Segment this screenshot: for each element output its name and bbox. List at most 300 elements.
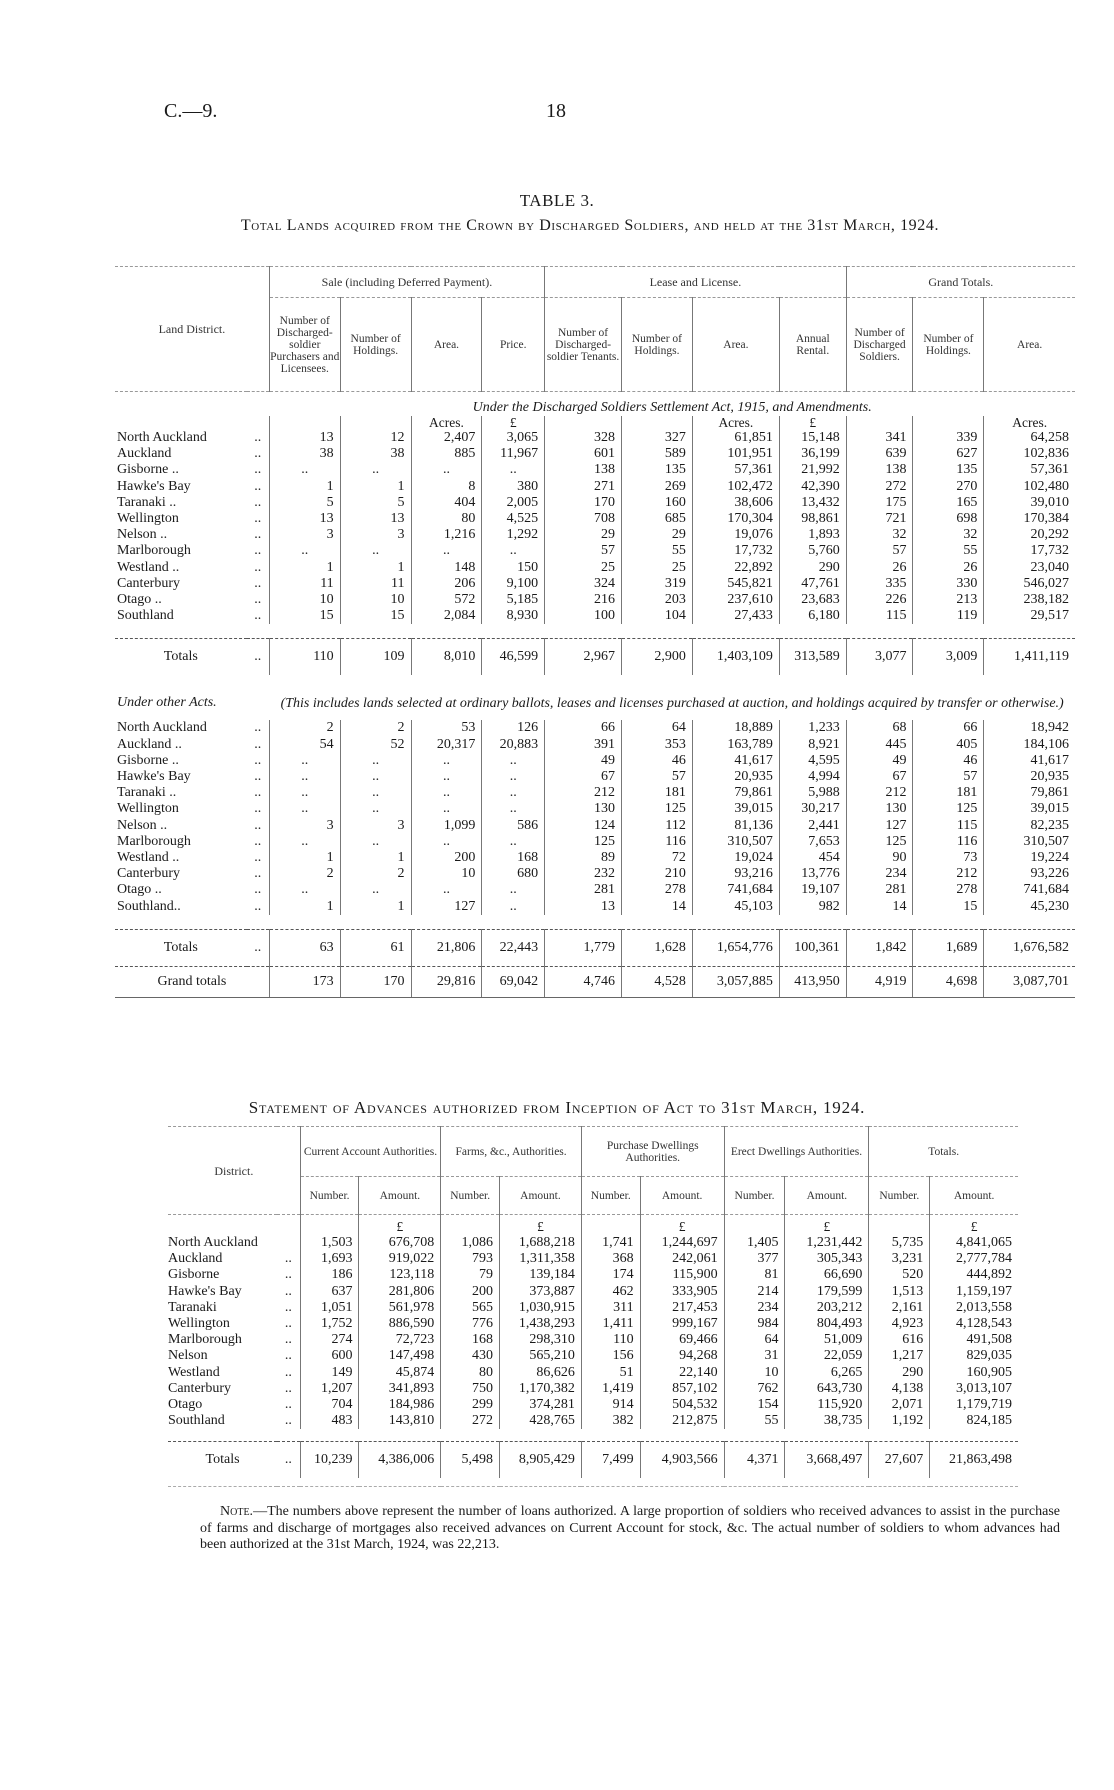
unit-label: £ bbox=[785, 1215, 869, 1236]
spacer-row bbox=[115, 915, 1075, 930]
value-cell: 546,027 bbox=[984, 576, 1075, 592]
value-cell: 2,161 bbox=[869, 1300, 930, 1316]
value-cell: 135 bbox=[622, 462, 693, 478]
value-cell: 680 bbox=[482, 866, 545, 882]
value-cell: 1,292 bbox=[482, 527, 545, 543]
value-cell: .. bbox=[482, 899, 545, 915]
value-cell: 90 bbox=[846, 850, 913, 866]
value-cell: 49 bbox=[545, 753, 622, 769]
value-cell: 4,525 bbox=[482, 511, 545, 527]
value-cell: 115 bbox=[913, 818, 984, 834]
value-cell: 149 bbox=[300, 1365, 359, 1381]
spacer bbox=[441, 1215, 500, 1236]
leader-dots: .. bbox=[254, 608, 262, 624]
total-value: 61 bbox=[340, 929, 411, 966]
value-cell: 98,861 bbox=[779, 511, 846, 527]
table-row bbox=[115, 576, 1075, 592]
total-value: 29,816 bbox=[411, 966, 482, 997]
value-cell: 373,887 bbox=[500, 1284, 582, 1300]
district-name: Gisborne .. bbox=[117, 752, 179, 768]
value-cell: 42,390 bbox=[779, 479, 846, 495]
value-cell: 886,590 bbox=[359, 1316, 441, 1332]
value-cell: 914 bbox=[581, 1397, 640, 1413]
value-cell: 1,159,197 bbox=[930, 1284, 1018, 1300]
value-cell: 115,920 bbox=[785, 1397, 869, 1413]
value-cell: 1,231,442 bbox=[785, 1235, 869, 1251]
value-cell: 368 bbox=[581, 1251, 640, 1267]
column-header: Number of Holdings. bbox=[913, 298, 984, 392]
total-value: 3,668,497 bbox=[785, 1441, 869, 1478]
value-cell: 374,281 bbox=[500, 1397, 582, 1413]
value-cell: .. bbox=[269, 882, 340, 898]
value-cell: 919,022 bbox=[359, 1251, 441, 1267]
value-cell: 154 bbox=[724, 1397, 785, 1413]
value-cell: 15 bbox=[269, 608, 340, 624]
value-cell: 20,935 bbox=[984, 769, 1075, 785]
value-cell: 212 bbox=[913, 866, 984, 882]
value-cell: .. bbox=[482, 769, 545, 785]
value-cell: 38,606 bbox=[692, 495, 779, 511]
leader-dots: .. bbox=[254, 462, 262, 478]
value-cell: 125 bbox=[622, 801, 693, 817]
totals-label: Totals bbox=[115, 639, 247, 676]
footnote-label: Note. bbox=[220, 1504, 254, 1519]
value-cell: 238,182 bbox=[984, 592, 1075, 608]
unit-label bbox=[269, 416, 340, 430]
value-cell: 1 bbox=[340, 899, 411, 915]
value-cell: 2,777,784 bbox=[930, 1251, 1018, 1267]
leader-dots: .. bbox=[254, 866, 262, 882]
value-cell: 377 bbox=[724, 1251, 785, 1267]
value-cell: .. bbox=[411, 834, 482, 850]
value-cell: 290 bbox=[779, 560, 846, 576]
value-cell: 36,199 bbox=[779, 446, 846, 462]
spacer-row bbox=[168, 1429, 1018, 1441]
value-cell: 270 bbox=[913, 479, 984, 495]
number-header: Number. bbox=[581, 1177, 640, 1215]
value-cell: 116 bbox=[622, 834, 693, 850]
value-cell: .. bbox=[340, 543, 411, 559]
column-header-land-district: Land District. bbox=[115, 267, 269, 392]
amount-header: Amount. bbox=[640, 1177, 724, 1215]
value-cell: .. bbox=[482, 462, 545, 478]
value-cell: 8 bbox=[411, 479, 482, 495]
total-value: 7,499 bbox=[581, 1441, 640, 1478]
value-cell: 999,167 bbox=[640, 1316, 724, 1332]
table-row bbox=[115, 818, 1075, 834]
value-cell: 15 bbox=[913, 899, 984, 915]
value-cell: 13,432 bbox=[779, 495, 846, 511]
page-number: 18 bbox=[546, 100, 566, 122]
value-cell: 2,013,558 bbox=[930, 1300, 1018, 1316]
value-cell: 750 bbox=[441, 1381, 500, 1397]
district-name: Auckland bbox=[168, 1251, 223, 1267]
table-row bbox=[168, 1300, 1018, 1316]
table3-title: TABLE 3. bbox=[519, 191, 595, 210]
leader-dots: .. bbox=[284, 1299, 292, 1315]
value-cell: 186 bbox=[300, 1267, 359, 1283]
value-cell: 101,951 bbox=[692, 446, 779, 462]
district-name: Marlborough bbox=[168, 1332, 242, 1348]
value-cell: 30,217 bbox=[779, 801, 846, 817]
value-cell: 984 bbox=[724, 1316, 785, 1332]
spacer bbox=[724, 1215, 785, 1236]
leader-dots: .. bbox=[254, 769, 262, 785]
district-name: Auckland .. bbox=[117, 736, 182, 752]
unit-label: £ bbox=[930, 1215, 1018, 1236]
value-cell: 13 bbox=[340, 511, 411, 527]
value-cell: 627 bbox=[913, 446, 984, 462]
value-cell: 405 bbox=[913, 737, 984, 753]
value-cell: 4,841,065 bbox=[930, 1235, 1018, 1251]
value-cell: 79,861 bbox=[984, 785, 1075, 801]
leader-dots: .. bbox=[284, 1397, 292, 1413]
value-cell: 704 bbox=[300, 1397, 359, 1413]
total-value: 10,239 bbox=[300, 1441, 359, 1478]
totals-label: Totals bbox=[168, 1441, 277, 1478]
value-cell: 281 bbox=[846, 882, 913, 898]
value-cell: 1 bbox=[269, 850, 340, 866]
table-row bbox=[115, 785, 1075, 801]
value-cell: 341 bbox=[846, 430, 913, 446]
total-value: 2,900 bbox=[622, 639, 693, 676]
value-cell: 13,776 bbox=[779, 866, 846, 882]
value-cell: 15 bbox=[340, 608, 411, 624]
units-row bbox=[168, 1215, 1018, 1236]
value-cell: 25 bbox=[622, 560, 693, 576]
value-cell: 762 bbox=[724, 1381, 785, 1397]
value-cell: 22,892 bbox=[692, 560, 779, 576]
column-header: Number of Discharged Soldiers. bbox=[846, 298, 913, 392]
column-header: Annual Rental. bbox=[779, 298, 846, 392]
value-cell: 857,102 bbox=[640, 1381, 724, 1397]
total-value: 46,599 bbox=[482, 639, 545, 676]
district-name: Marlborough bbox=[117, 543, 191, 559]
total-value: 1,654,776 bbox=[692, 929, 779, 966]
total-value: 4,919 bbox=[846, 966, 913, 997]
value-cell: 1,207 bbox=[300, 1381, 359, 1397]
value-cell: 19,224 bbox=[984, 850, 1075, 866]
table-row bbox=[115, 446, 1075, 462]
value-cell: 45,874 bbox=[359, 1365, 441, 1381]
value-cell: 203 bbox=[622, 592, 693, 608]
footnote-text: —The numbers above represent the number of loans authorized. A large proportion of soldiers who received advances to assist in the purchase of farms and discharge of mortgages also received advances on Current Account for stock, &c. The actual number of soldiers to whom advances had been authorized at the 31st March, 1924, was 22,213. bbox=[200, 1504, 1060, 1552]
value-cell: 1 bbox=[269, 560, 340, 576]
total-value: 1,628 bbox=[622, 929, 693, 966]
value-cell: 69,466 bbox=[640, 1332, 724, 1348]
district-name: Otago .. bbox=[117, 592, 162, 608]
value-cell: 3,013,107 bbox=[930, 1381, 1018, 1397]
value-cell: 213 bbox=[913, 592, 984, 608]
document-reference: C.—9. bbox=[164, 100, 218, 122]
total-value: 69,042 bbox=[482, 966, 545, 997]
value-cell: 102,472 bbox=[692, 479, 779, 495]
value-cell: 1 bbox=[340, 479, 411, 495]
value-cell: 299 bbox=[441, 1397, 500, 1413]
value-cell: 13 bbox=[269, 430, 340, 446]
value-cell: 1,233 bbox=[779, 720, 846, 736]
district-name: Hawke's Bay bbox=[117, 478, 191, 494]
total-value: 3,077 bbox=[846, 639, 913, 676]
value-cell: 212 bbox=[545, 785, 622, 801]
value-cell: 5,735 bbox=[869, 1235, 930, 1251]
table-row bbox=[168, 1284, 1018, 1300]
leader-dots: .. bbox=[284, 1267, 292, 1283]
table-row bbox=[115, 560, 1075, 576]
value-cell: 104 bbox=[622, 608, 693, 624]
value-cell: 112 bbox=[622, 818, 693, 834]
value-cell: 21,992 bbox=[779, 462, 846, 478]
value-cell: 165 bbox=[913, 495, 984, 511]
section-note: (This includes lands selected at ordinary ballots, leases and licenses purchased at auction, and holdings acquired by transfer or otherwise.) bbox=[280, 696, 1064, 712]
value-cell: 116 bbox=[913, 834, 984, 850]
column-header: Number of Discharged-soldier Purchasers and Licensees. bbox=[269, 298, 340, 392]
value-cell: 11 bbox=[340, 576, 411, 592]
column-header: Number of Holdings. bbox=[340, 298, 411, 392]
district-name: Marlborough bbox=[117, 833, 191, 849]
value-cell: .. bbox=[482, 882, 545, 898]
amount-header: Amount. bbox=[785, 1177, 869, 1215]
value-cell: 319 bbox=[622, 576, 693, 592]
unit-label bbox=[846, 416, 913, 430]
value-cell: 333,905 bbox=[640, 1284, 724, 1300]
table-row bbox=[115, 720, 1075, 736]
total-value: 1,403,109 bbox=[692, 639, 779, 676]
value-cell: 10 bbox=[340, 592, 411, 608]
value-cell: 1 bbox=[269, 479, 340, 495]
value-cell: 160 bbox=[622, 495, 693, 511]
value-cell: 57 bbox=[545, 543, 622, 559]
district-name: North Auckland bbox=[117, 430, 207, 445]
value-cell: 272 bbox=[441, 1413, 500, 1429]
district-name: Nelson .. bbox=[117, 817, 168, 833]
unit-label: £ bbox=[640, 1215, 724, 1236]
table-row bbox=[115, 430, 1075, 446]
value-cell: 445 bbox=[846, 737, 913, 753]
table-row bbox=[168, 1332, 1018, 1348]
units-row bbox=[115, 416, 1075, 430]
total-value: 4,746 bbox=[545, 966, 622, 997]
value-cell: 4,128,543 bbox=[930, 1316, 1018, 1332]
total-value: 109 bbox=[340, 639, 411, 676]
value-cell: .. bbox=[340, 462, 411, 478]
value-cell: 1,099 bbox=[411, 818, 482, 834]
value-cell: 1,741 bbox=[581, 1235, 640, 1251]
group-header-sale: Sale (including Deferred Payment). bbox=[269, 267, 544, 298]
number-header: Number. bbox=[300, 1177, 359, 1215]
district-name: Auckland bbox=[117, 446, 172, 462]
value-cell: 234 bbox=[724, 1300, 785, 1316]
unit-label: £ bbox=[359, 1215, 441, 1236]
table-row bbox=[115, 899, 1075, 915]
value-cell: 20,292 bbox=[984, 527, 1075, 543]
total-value: 1,689 bbox=[913, 929, 984, 966]
leader-dots: .. bbox=[254, 817, 262, 833]
group-header: Purchase Dwellings Authorities. bbox=[581, 1127, 724, 1177]
value-cell: 156 bbox=[581, 1348, 640, 1364]
value-cell: 1,244,697 bbox=[640, 1235, 724, 1251]
amount-header: Amount. bbox=[930, 1177, 1018, 1215]
value-cell: 170,384 bbox=[984, 511, 1075, 527]
total-value: 4,528 bbox=[622, 966, 693, 997]
value-cell: 8,921 bbox=[779, 737, 846, 753]
value-cell: 3 bbox=[340, 818, 411, 834]
value-cell: 353 bbox=[622, 737, 693, 753]
column-header: Area. bbox=[692, 298, 779, 392]
value-cell: 179,599 bbox=[785, 1284, 869, 1300]
total-value: 2,967 bbox=[545, 639, 622, 676]
value-cell: 1,688,218 bbox=[500, 1235, 582, 1251]
unit-label: £ bbox=[500, 1215, 582, 1236]
value-cell: 310,507 bbox=[692, 834, 779, 850]
column-header: Area. bbox=[984, 298, 1075, 392]
value-cell: 127 bbox=[846, 818, 913, 834]
value-cell: 545,821 bbox=[692, 576, 779, 592]
value-cell: .. bbox=[482, 801, 545, 817]
value-cell: 46 bbox=[913, 753, 984, 769]
district-name: Southland bbox=[168, 1413, 225, 1429]
spacer bbox=[115, 624, 1075, 639]
unit-label: Acres. bbox=[984, 416, 1075, 430]
value-cell: 589 bbox=[622, 446, 693, 462]
value-cell: 504,532 bbox=[640, 1397, 724, 1413]
value-cell: 55 bbox=[724, 1413, 785, 1429]
total-value: 4,386,006 bbox=[359, 1441, 441, 1478]
value-cell: 1,752 bbox=[300, 1316, 359, 1332]
value-cell: 5,760 bbox=[779, 543, 846, 559]
total-value: 63 bbox=[269, 929, 340, 966]
value-cell: 1 bbox=[340, 560, 411, 576]
number-header: Number. bbox=[869, 1177, 930, 1215]
value-cell: 462 bbox=[581, 1284, 640, 1300]
spacer bbox=[115, 392, 269, 417]
value-cell: 404 bbox=[411, 495, 482, 511]
value-cell: 776 bbox=[441, 1316, 500, 1332]
value-cell: 8,930 bbox=[482, 608, 545, 624]
value-cell: 339 bbox=[913, 430, 984, 446]
table-row bbox=[115, 834, 1075, 850]
value-cell: 93,216 bbox=[692, 866, 779, 882]
table-row bbox=[115, 801, 1075, 817]
totals-label: Totals bbox=[115, 929, 247, 966]
district-name: Nelson bbox=[168, 1348, 208, 1364]
leader-dots: .. bbox=[284, 1283, 292, 1299]
value-cell: 565 bbox=[441, 1300, 500, 1316]
leader-dots: .. bbox=[284, 1251, 292, 1267]
table3-land-acquisitions bbox=[115, 266, 1075, 998]
value-cell: 1,179,719 bbox=[930, 1397, 1018, 1413]
value-cell: 100 bbox=[545, 608, 622, 624]
value-cell: 14 bbox=[622, 899, 693, 915]
total-value: 1,842 bbox=[846, 929, 913, 966]
value-cell: 31 bbox=[724, 1348, 785, 1364]
spacer bbox=[869, 1215, 930, 1236]
value-cell: 168 bbox=[482, 850, 545, 866]
value-cell: 232 bbox=[545, 866, 622, 882]
value-cell: 41,617 bbox=[692, 753, 779, 769]
unit-label: Acres. bbox=[692, 416, 779, 430]
value-cell: 80 bbox=[411, 511, 482, 527]
value-cell: 163,789 bbox=[692, 737, 779, 753]
value-cell: 382 bbox=[581, 1413, 640, 1429]
value-cell: 45,230 bbox=[984, 899, 1075, 915]
value-cell: 49 bbox=[846, 753, 913, 769]
district-name: Gisborne .. bbox=[117, 462, 179, 478]
value-cell: .. bbox=[340, 834, 411, 850]
group-header: Totals. bbox=[869, 1127, 1018, 1177]
value-cell: 181 bbox=[913, 785, 984, 801]
value-cell: 67 bbox=[846, 769, 913, 785]
value-cell: 39,015 bbox=[692, 801, 779, 817]
value-cell: .. bbox=[340, 753, 411, 769]
leader-dots: .. bbox=[284, 1380, 292, 1396]
total-value: 313,589 bbox=[779, 639, 846, 676]
value-cell: 139,184 bbox=[500, 1267, 582, 1283]
section-heading-row bbox=[115, 392, 1075, 417]
value-cell: 19,076 bbox=[692, 527, 779, 543]
value-cell: .. bbox=[411, 769, 482, 785]
value-cell: 1 bbox=[269, 899, 340, 915]
total-value: 3,009 bbox=[913, 639, 984, 676]
value-cell: 130 bbox=[545, 801, 622, 817]
value-cell: .. bbox=[269, 769, 340, 785]
advances-title: Statement of Advances authorized from Inception of Act to 31st March, 1924. bbox=[248, 1098, 866, 1117]
value-cell: 124 bbox=[545, 818, 622, 834]
value-cell: 13 bbox=[269, 511, 340, 527]
value-cell: 271 bbox=[545, 479, 622, 495]
value-cell: 310,507 bbox=[984, 834, 1075, 850]
value-cell: 39,010 bbox=[984, 495, 1075, 511]
value-cell: 11,967 bbox=[482, 446, 545, 462]
district-name: Taranaki .. bbox=[117, 494, 177, 510]
total-value: 100,361 bbox=[779, 929, 846, 966]
value-cell: .. bbox=[482, 543, 545, 559]
value-cell: 170 bbox=[545, 495, 622, 511]
table-row bbox=[115, 479, 1075, 495]
section-heading: Under the Discharged Soldiers Settlement Act, 1915, and Amendments. bbox=[472, 399, 872, 415]
value-cell: .. bbox=[340, 785, 411, 801]
value-cell: 1,438,293 bbox=[500, 1316, 582, 1332]
leader-dots bbox=[277, 1235, 300, 1251]
district-name: Westland .. bbox=[117, 850, 180, 866]
value-cell: 38 bbox=[269, 446, 340, 462]
value-cell: 25 bbox=[545, 560, 622, 576]
leader-dots: .. bbox=[247, 639, 270, 676]
value-cell: .. bbox=[482, 834, 545, 850]
table-row bbox=[115, 462, 1075, 478]
value-cell: 12 bbox=[340, 430, 411, 446]
value-cell: 126 bbox=[482, 720, 545, 736]
value-cell: 22,059 bbox=[785, 1348, 869, 1364]
value-cell: 639 bbox=[846, 446, 913, 462]
spacer bbox=[168, 1215, 300, 1236]
table-row bbox=[168, 1235, 1018, 1251]
value-cell: .. bbox=[340, 801, 411, 817]
value-cell: 824,185 bbox=[930, 1413, 1018, 1429]
value-cell: 119 bbox=[913, 608, 984, 624]
value-cell: 741,684 bbox=[692, 882, 779, 898]
value-cell: 804,493 bbox=[785, 1316, 869, 1332]
leader-dots: .. bbox=[247, 929, 270, 966]
value-cell: 115,900 bbox=[640, 1267, 724, 1283]
value-cell: 324 bbox=[545, 576, 622, 592]
value-cell: 80 bbox=[441, 1365, 500, 1381]
district-name: Taranaki .. bbox=[117, 785, 177, 801]
value-cell: .. bbox=[411, 882, 482, 898]
value-cell: 47,761 bbox=[779, 576, 846, 592]
value-cell: 586 bbox=[482, 818, 545, 834]
value-cell: 17,732 bbox=[984, 543, 1075, 559]
